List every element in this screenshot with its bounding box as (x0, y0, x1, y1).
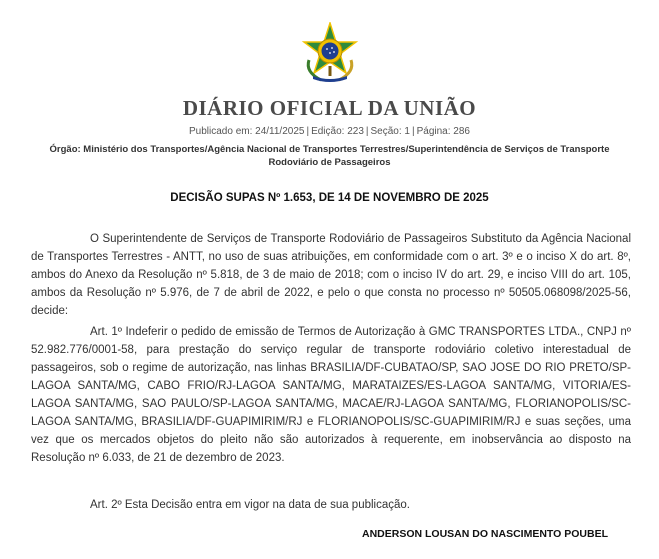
decision-title: DECISÃO SUPAS Nº 1.653, DE 14 DE NOVEMBRO DE 2025 (170, 192, 489, 204)
orgao-value: Ministério dos Transportes/Agência Nacional de Transportes Terrestres/Superintendência de Serviços de Transporte Rodoviário de Passageiros (83, 144, 610, 168)
edition-number: Edição: 223 (311, 126, 364, 137)
paragraph-article-1: Art. 1º Indeferir o pedido de emissão de Termos de Autorização à GMC TRANSPORTES LTDA., CNPJ nº 52.982.776/0001-58, para prestação do serviço regular de transporte rodoviário coletivo interestadual de passageiros, sob o regime de autorização, nas linhas BRASILIA/DF-CUBATAO/SP, SAO JOSE DO RIO PRETO/SP-LAGOA SANTA/MG, CABO FRIO/RJ-LAGOA SANTA/MG, MARATAIZES/ES-LAGOA SANTA/MG, VITORIA/ES-LAGOA SANTA/MG, SAO PAULO/SP-LAGOA SANTA/MG, MACAE/RJ-LAGOA SANTA/MG, FLORIANOPOLIS/SC-LAGOA SANTA/MG, BRASILIA/DF-GUAPIMIRIM/RJ e FLORIANOPOLIS/SC-GUAPIMIRIM/RJ e suas seções, uma vez que os mercados objetos do pleito não são autorizados à requerente, em inobservância ao disposto na Resolução nº 6.033, de 21 de dezembro de 2023. (31, 326, 631, 464)
signature-name: ANDERSON LOUSAN DO NASCIMENTO POUBEL (362, 528, 608, 540)
orgao-label: Órgão: (49, 144, 81, 155)
brazil-coat-of-arms-icon (299, 22, 361, 84)
paragraph-preamble: O Superintendente de Serviços de Transporte Rodoviário de Passageiros Substituto da Agência Nacional de Transportes Terrestres - ANTT, no uso de suas atribuições, em conformidade com o art. 3º e o inciso X do art. 8º, ambos do Anexo da Resolução nº 5.818, de 3 de maio de 2018; com o inciso IV do art. 29, e inciso VIII do art. 105, ambos da Resolução nº 5.976, de 7 de abril de 2022, e pelo o que consta no processo nº 50505.068098/2025-56, decide: (31, 233, 631, 317)
section-number: Seção: 1 (370, 126, 410, 137)
published-date: Publicado em: 24/11/2025 (189, 126, 305, 137)
publication-info: Publicado em: 24/11/2025 | Edição: 223 | Seção: 1 | Página: 286 (189, 126, 470, 137)
masthead-title: DIÁRIO OFICIAL DA UNIÃO (182, 96, 477, 120)
page-number: Página: 286 (416, 126, 470, 137)
orgao-line (30, 143, 629, 169)
paragraph-article-2: Art. 2º Esta Decisão entra em vigor na data de sua publicação. (90, 499, 410, 511)
